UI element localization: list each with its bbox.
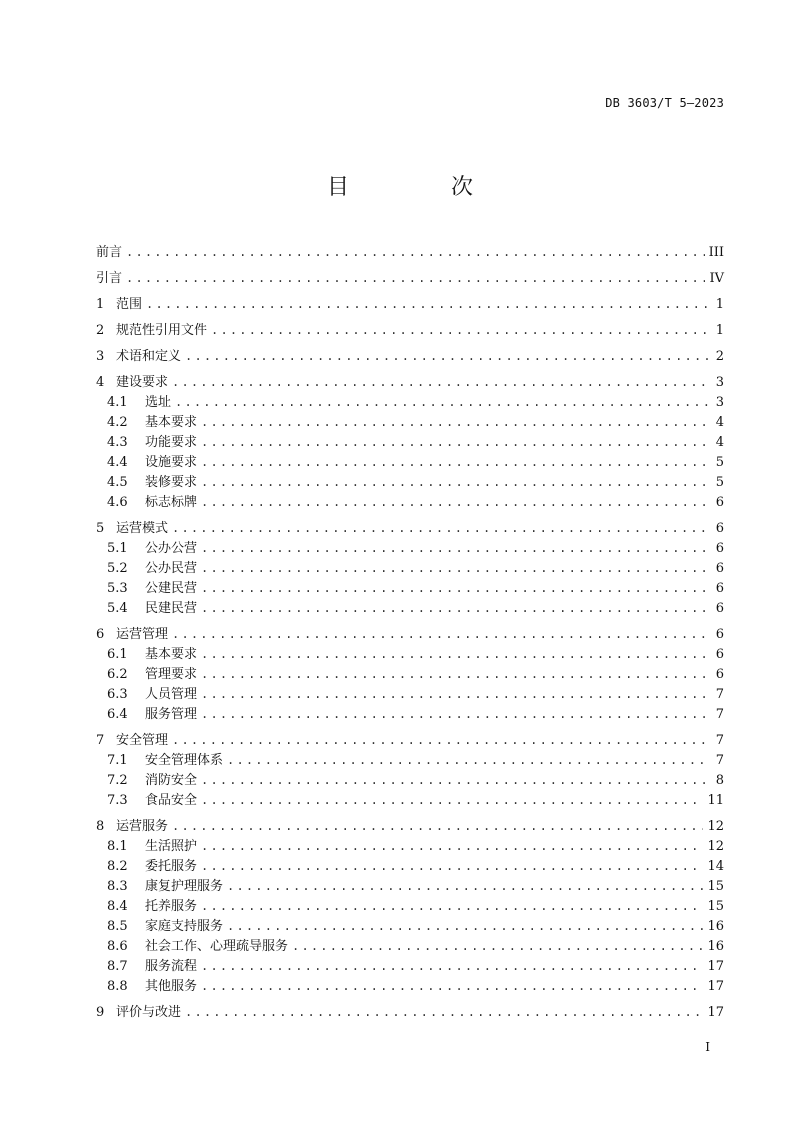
toc-dot-leader xyxy=(201,472,710,492)
toc-entry-page: 1 xyxy=(715,323,724,338)
toc-entry-title: 民建民营 xyxy=(145,601,198,616)
toc-entry-title: 基本要求 xyxy=(145,415,198,430)
toc-entry[interactable] xyxy=(96,816,724,836)
toc-dot-leader xyxy=(172,518,710,538)
toc-dot-leader xyxy=(201,432,710,452)
toc-entry-page: 17 xyxy=(707,959,724,974)
toc-entry-number: 8.3 xyxy=(107,879,128,894)
toc-entry-page: IV xyxy=(709,271,724,286)
toc-entry-number: 5.2 xyxy=(107,561,128,576)
toc-entry-page: 6 xyxy=(715,581,724,596)
toc-entry-page: 17 xyxy=(707,1005,724,1020)
toc-entry-page: 16 xyxy=(707,939,724,954)
toc-dot-leader xyxy=(201,836,703,856)
toc-entry-number: 1 xyxy=(96,297,105,312)
toc-entry[interactable] xyxy=(96,770,724,790)
toc-entry-page: 16 xyxy=(707,919,724,934)
toc-entry-number: 7.3 xyxy=(107,793,128,808)
toc-entry[interactable] xyxy=(96,684,724,704)
toc-entry[interactable] xyxy=(96,294,724,314)
toc-entry-title: 食品安全 xyxy=(145,793,198,808)
toc-entry-page: 6 xyxy=(715,561,724,576)
toc-entry-page: 15 xyxy=(707,899,724,914)
toc-entry[interactable] xyxy=(96,916,724,936)
toc-entry[interactable] xyxy=(96,268,724,288)
toc-entry-title: 康复护理服务 xyxy=(145,879,224,894)
toc-entry-page: 7 xyxy=(715,707,724,722)
toc-entry-page: 6 xyxy=(715,521,724,536)
toc-entry[interactable] xyxy=(96,432,724,452)
toc-entry-title: 委托服务 xyxy=(145,859,198,874)
toc-entry-title: 服务管理 xyxy=(145,707,198,722)
toc-entry-title: 其他服务 xyxy=(145,979,198,994)
toc-entry[interactable] xyxy=(96,876,724,896)
toc-entry[interactable] xyxy=(96,730,724,750)
toc-entry-title: 运营管理 xyxy=(116,627,169,642)
toc-dot-leader xyxy=(201,684,710,704)
toc-entry-page: 12 xyxy=(707,839,724,854)
toc-dot-leader xyxy=(201,976,703,996)
toc-entry-title: 装修要求 xyxy=(145,475,198,490)
toc-entry-number: 8.5 xyxy=(107,919,128,934)
toc-entry-number: 6 xyxy=(96,627,105,642)
toc-entry-page: 6 xyxy=(715,495,724,510)
toc-dot-leader xyxy=(227,916,703,936)
toc-entry-page: 17 xyxy=(707,979,724,994)
toc-entry-title: 功能要求 xyxy=(145,435,198,450)
toc-dot-leader xyxy=(201,578,710,598)
toc-entry[interactable] xyxy=(96,956,724,976)
toc-entry-page: 3 xyxy=(715,375,724,390)
toc-entry-page: 4 xyxy=(715,435,724,450)
toc-dot-leader xyxy=(185,346,710,366)
toc-entry-title: 建设要求 xyxy=(116,375,169,390)
toc-entry-page: 6 xyxy=(715,647,724,662)
toc-dot-leader xyxy=(201,896,703,916)
toc-entry[interactable] xyxy=(96,976,724,996)
toc-entry-title: 消防安全 xyxy=(145,773,198,788)
toc-entry-page: 7 xyxy=(715,733,724,748)
toc-entry-title: 安全管理 xyxy=(116,733,169,748)
toc-entry-number: 4.2 xyxy=(107,415,128,430)
toc-entry-page: 6 xyxy=(715,601,724,616)
toc-entry-title: 生活照护 xyxy=(145,839,198,854)
toc-entry-page: 12 xyxy=(707,819,724,834)
page-title: 目 次 xyxy=(326,175,513,200)
toc-entry-page: 15 xyxy=(707,879,724,894)
toc-dot-leader xyxy=(201,558,710,578)
toc-entry-page: 14 xyxy=(707,859,724,874)
toc-entry-page: III xyxy=(708,245,724,260)
toc-entry[interactable] xyxy=(96,836,724,856)
toc-entry-title: 公建民营 xyxy=(145,581,198,596)
toc-dot-leader xyxy=(126,242,705,262)
toc-entry[interactable] xyxy=(96,578,724,598)
toc-dot-leader xyxy=(201,412,710,432)
toc-entry[interactable] xyxy=(96,790,724,810)
toc-entry-title: 选址 xyxy=(145,395,172,410)
toc-dot-leader xyxy=(172,816,703,836)
toc-dot-leader xyxy=(201,644,710,664)
toc-entry-page: 7 xyxy=(715,687,724,702)
toc-dot-leader xyxy=(126,268,705,288)
toc-entry[interactable] xyxy=(96,412,724,432)
toc-entry-page: 11 xyxy=(707,793,724,808)
toc-entry-page: 5 xyxy=(715,475,724,490)
toc-entry-number: 8.7 xyxy=(107,959,128,974)
toc-dot-leader xyxy=(172,624,710,644)
toc-dot-leader xyxy=(201,452,710,472)
toc-entry-number: 8.6 xyxy=(107,939,128,954)
toc-entry[interactable] xyxy=(96,558,724,578)
toc-entry-number: 5 xyxy=(96,521,105,536)
toc-entry[interactable] xyxy=(96,936,724,956)
toc-dot-leader xyxy=(201,664,710,684)
toc-dot-leader xyxy=(292,936,703,956)
toc-entry-page: 3 xyxy=(715,395,724,410)
toc-entry-title: 评价与改进 xyxy=(116,1005,182,1020)
toc-entry[interactable] xyxy=(96,392,724,412)
toc-entry[interactable] xyxy=(96,1002,724,1022)
toc-entry-title: 家庭支持服务 xyxy=(145,919,224,934)
toc-dot-leader xyxy=(172,372,710,392)
toc-entry[interactable] xyxy=(96,750,724,770)
toc-entry-number: 5.3 xyxy=(107,581,128,596)
toc-entry[interactable] xyxy=(96,538,724,558)
toc-dot-leader xyxy=(201,956,703,976)
toc-dot-leader xyxy=(211,320,710,340)
toc-entry-number: 6.2 xyxy=(107,667,128,682)
toc-entry-title: 设施要求 xyxy=(145,455,198,470)
document-code: DB 3603/T 5—2023 xyxy=(605,96,724,110)
table-of-contents xyxy=(96,242,724,1022)
toc-entry-page: 6 xyxy=(715,667,724,682)
toc-entry-number: 6.3 xyxy=(107,687,128,702)
toc-dot-leader xyxy=(172,730,710,750)
toc-entry[interactable] xyxy=(96,704,724,724)
toc-entry-number: 8.2 xyxy=(107,859,128,874)
toc-entry-page: 2 xyxy=(715,349,724,364)
toc-entry-number: 8.1 xyxy=(107,839,128,854)
toc-entry[interactable] xyxy=(96,346,724,366)
toc-entry-title: 标志标牌 xyxy=(145,495,198,510)
toc-entry-number: 3 xyxy=(96,349,105,364)
toc-entry-number: 4.1 xyxy=(107,395,128,410)
toc-entry[interactable] xyxy=(96,372,724,392)
toc-entry-title: 公办公营 xyxy=(145,541,198,556)
toc-entry-page: 4 xyxy=(715,415,724,430)
toc-entry-number: 5.1 xyxy=(107,541,128,556)
toc-entry[interactable] xyxy=(96,518,724,538)
toc-entry-number: 4.6 xyxy=(107,495,128,510)
toc-entry-page: 6 xyxy=(715,541,724,556)
toc-entry[interactable] xyxy=(96,452,724,472)
toc-entry-page: 7 xyxy=(715,753,724,768)
toc-dot-leader xyxy=(201,856,703,876)
toc-dot-leader xyxy=(201,704,710,724)
toc-entry-number: 7.1 xyxy=(107,753,128,768)
toc-entry-title: 术语和定义 xyxy=(116,349,182,364)
toc-entry-number: 8.4 xyxy=(107,899,128,914)
toc-dot-leader xyxy=(201,492,710,512)
toc-entry-page: 1 xyxy=(715,297,724,312)
toc-entry-page: 8 xyxy=(715,773,724,788)
toc-entry-number: 4.4 xyxy=(107,455,128,470)
toc-entry-page: 5 xyxy=(715,455,724,470)
toc-entry[interactable] xyxy=(96,598,724,618)
toc-entry-title: 基本要求 xyxy=(145,647,198,662)
toc-dot-leader xyxy=(201,598,710,618)
toc-entry-number: 7.2 xyxy=(107,773,128,788)
toc-entry-number: 7 xyxy=(96,733,105,748)
toc-entry-title: 运营模式 xyxy=(116,521,169,536)
toc-entry[interactable] xyxy=(96,472,724,492)
page-number: I xyxy=(705,1040,710,1054)
toc-entry-title: 运营服务 xyxy=(116,819,169,834)
toc-entry-number: 8 xyxy=(96,819,105,834)
toc-entry-number: 4.5 xyxy=(107,475,128,490)
toc-entry[interactable] xyxy=(96,624,724,644)
toc-entry-title: 管理要求 xyxy=(145,667,198,682)
toc-entry-number: 4.3 xyxy=(107,435,128,450)
toc-dot-leader xyxy=(146,294,710,314)
toc-dot-leader xyxy=(201,770,710,790)
toc-entry-title: 服务流程 xyxy=(145,959,198,974)
toc-entry-title: 范围 xyxy=(116,297,143,312)
toc-dot-leader xyxy=(227,750,710,770)
toc-entry-title: 安全管理体系 xyxy=(145,753,224,768)
toc-entry[interactable] xyxy=(96,492,724,512)
toc-entry-number: 6.1 xyxy=(107,647,128,662)
toc-entry[interactable] xyxy=(96,320,724,340)
toc-entry[interactable] xyxy=(96,644,724,664)
toc-entry-number: 9 xyxy=(96,1005,105,1020)
toc-entry-title: 规范性引用文件 xyxy=(116,323,208,338)
toc-entry-title: 公办民营 xyxy=(145,561,198,576)
toc-entry-number: 5.4 xyxy=(107,601,128,616)
toc-entry-number: 2 xyxy=(96,323,105,338)
toc-entry[interactable] xyxy=(96,856,724,876)
toc-entry-number: 8.8 xyxy=(107,979,128,994)
toc-entry-title: 人员管理 xyxy=(145,687,198,702)
toc-entry-number: 4 xyxy=(96,375,105,390)
toc-dot-leader xyxy=(185,1002,703,1022)
toc-entry-title: 前言 xyxy=(96,245,123,260)
toc-entry[interactable] xyxy=(96,664,724,684)
toc-entry[interactable] xyxy=(96,242,724,262)
toc-dot-leader xyxy=(227,876,703,896)
toc-dot-leader xyxy=(175,392,710,412)
toc-entry-title: 托养服务 xyxy=(145,899,198,914)
toc-dot-leader xyxy=(201,538,710,558)
toc-dot-leader xyxy=(201,790,703,810)
toc-entry[interactable] xyxy=(96,896,724,916)
toc-entry-title: 引言 xyxy=(96,271,123,286)
toc-entry-number: 6.4 xyxy=(107,707,128,722)
toc-entry-page: 6 xyxy=(715,627,724,642)
toc-entry-title: 社会工作、心理疏导服务 xyxy=(145,939,289,954)
